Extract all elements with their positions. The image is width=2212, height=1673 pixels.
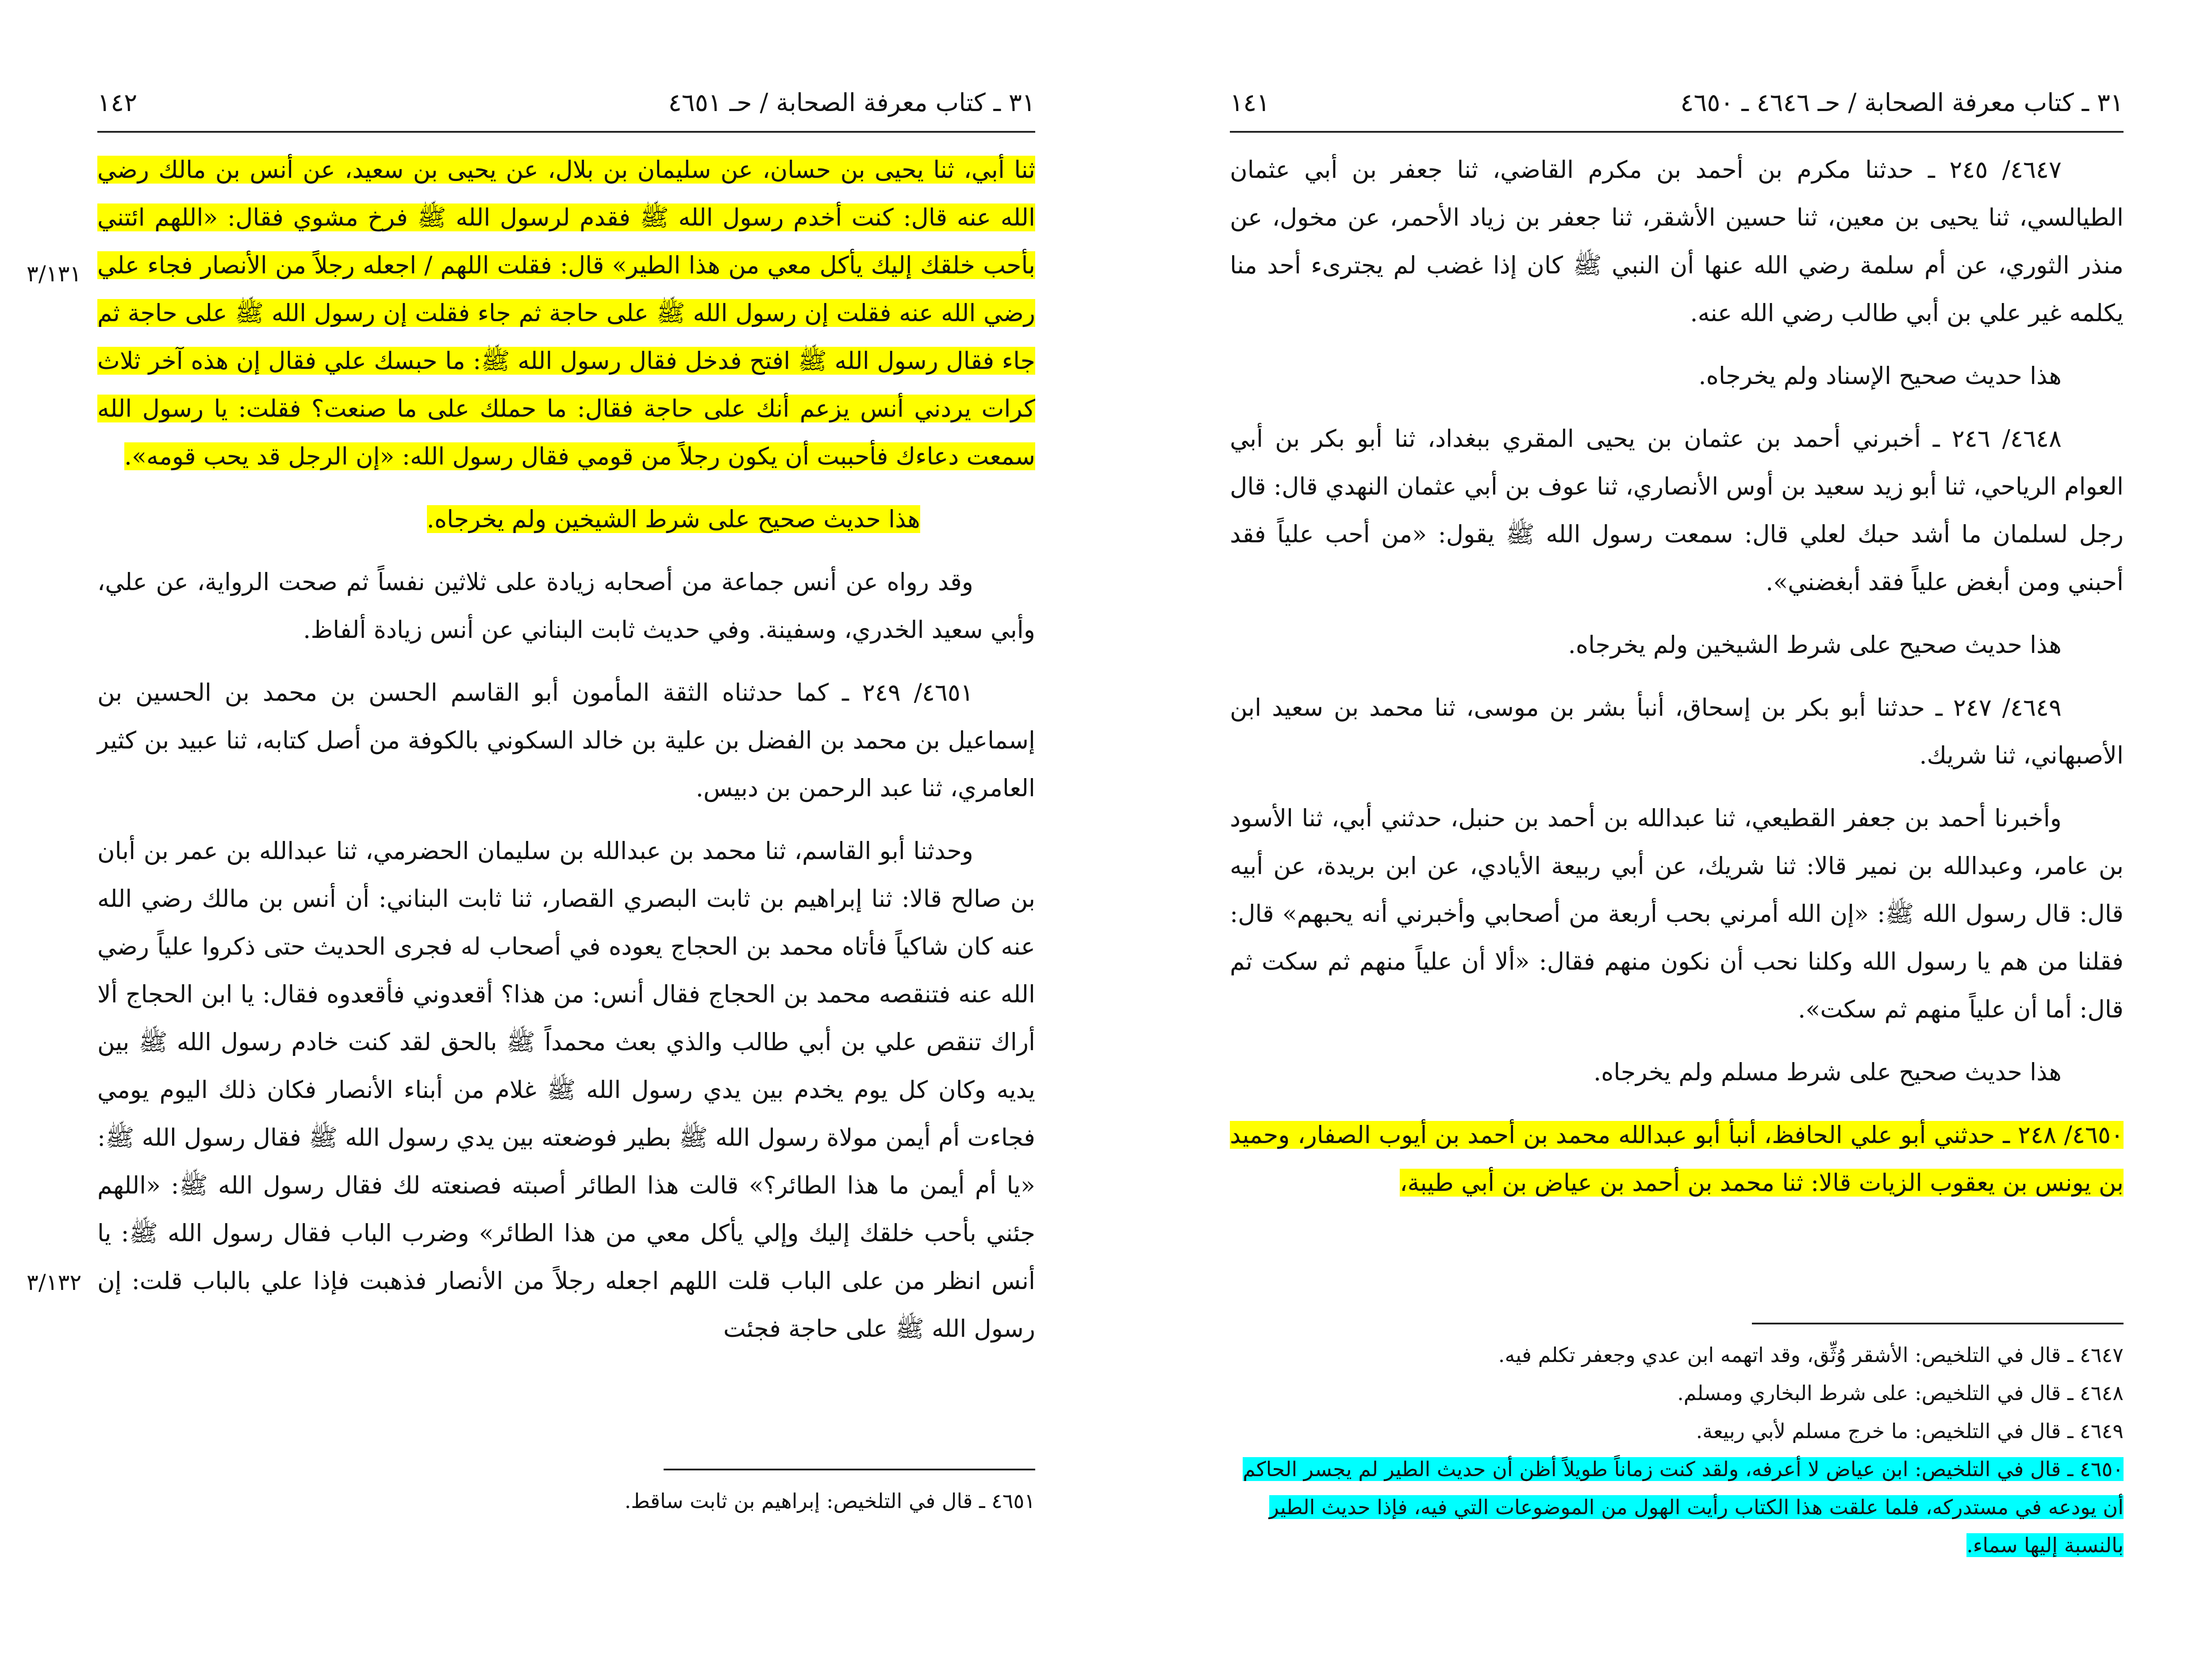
grading: هذا حديث صحيح على شرط مسلم ولم يخرجاه.	[1593, 1058, 2062, 1086]
footnote: ٤٦٥١ ـ قال في التلخيص: إبراهيم بن ثابت ساقط.	[624, 1489, 1035, 1513]
middle-page-body	[1230, 146, 2124, 1222]
grading-highlighted: هذا حديث صحيح على شرط الشيخين ولم يخرجاه.	[426, 505, 920, 533]
hadith-4647: ٤٦٤٧/ ٢٤٥ ـ حدثنا مكرم بن أحمد بن مكرم القاضي، ثنا جعفر بن أبي عثمان الطيالسي، ثنا يحيى بن معين، ثنا حسين الأشقر، ثنا جعفر بن زياد الأحمر، عن مخول، عن منذر الثوري، عن أم سلمة رضي الله عنها أن النبي ﷺ كان إذا غضب لم يجترىء أحد منا يكلمه غير علي بن أبي طالب رضي الله عنه.	[1230, 156, 2124, 327]
page-number: ١٤٢	[97, 88, 138, 117]
grading: هذا حديث صحيح على شرط الشيخين ولم يخرجاه.	[1568, 631, 2062, 659]
footnote: ٤٦٤٩ ـ قال في التلخيص: ما خرج مسلم لأبي ربيعة.	[1696, 1419, 2124, 1443]
hadith-4650-highlighted: ٤٦٥٠/ ٢٤٨ ـ حدثني أبو علي الحافظ، أنبأ أبو عبدالله محمد بن أحمد بن أيوب الصفار، وحميد بن يونس بن يعقوب الزيات قالا: ثنا محمد بن أحمد بن عياض بن أبي طيبة،	[1230, 1121, 2124, 1197]
header-rule	[1230, 131, 2124, 133]
footnote-highlighted: ٤٦٥٠ ـ قال في التلخيص: ابن عياض لا أعرفه، ولقد كنت زماناً طويلاً أظن أن حديث الطير لم يجسر الحاكم أن يودعه في مستدركه، فلما علقت هذا الكتاب رأيت الهول من الموضوعات التي فيه، فإذا حديث الطير بالنسبة إليها سماء.	[1243, 1457, 2124, 1557]
hadith-text-highlighted: ثنا أبي، ثنا يحيى بن حسان، عن سليمان بن بلال، عن يحيى بن سعيد، عن أنس بن مالك رضي الله عنه قال: كنت أخدم رسول الله ﷺ فقدم لرسول الله ﷺ فرخ مشوي فقال: «اللهم ائتني بأحب خلقك إليك يأكل معي من هذا الطير» قال: فقلت اللهم / اجعله رجلاً من الأنصار فجاء علي رضي الله عنه فقلت إن رسول الله ﷺ على حاجة ثم جاء فقلت إن رسول الله ﷺ على حاجة ثم جاء فقال رسول الله ﷺ افتح فدخل فقال رسول الله ﷺ: ما حبسك علي فقال إن هذه آخر ثلاث كرات يردني أنس يزعم أنك على حاجة فقال: ما حملك على ما صنعت؟ فقلت: يا رسول الله سمعت دعاءك فأحببت أن يكون رجلاً من قومي فقال رسول الله: «إن الرجل قد يحب قومه».	[97, 156, 1035, 470]
hadith-4648: ٤٦٤٨/ ٢٤٦ ـ أخبرني أحمد بن عثمان بن يحيى المقري ببغداد، ثنا أبو بكر بن أبي العوام الرياحي، ثنا أبو زيد سعيد بن أوس الأنصاري، ثنا عوف بن أبي عثمان النهدي قال: قال رجل لسلمان ما أشد حبك لعلي قال: سمعت رسول الله ﷺ يقول: «من أحب علياً فقد أحبني ومن أبغض علياً فقد أبغضني».	[1230, 425, 2124, 596]
footnote: ٤٦٤٨ ـ قال في التلخيص: على شرط البخاري ومسلم.	[1677, 1381, 2124, 1405]
running-head: ٣١ ـ كتاب معرفة الصحابة / حـ ٤٦٥١	[668, 88, 1035, 117]
hadith-4651: ٤٦٥١/ ٢٤٩ ـ كما حدثناه الثقة المأمون أبو القاسم الحسن بن محمد بن الحسين بن إسماعيل بن محمد بن الفضل بن علية بن خالد السكوني بالكوفة من أصل كتابه، ثنا عبيد بن كثير العامري، ثنا عبد الرحمن بن دبيس.	[97, 679, 1036, 802]
footnote: ٤٦٤٧ ـ قال في التلخيص: الأشقر وُثِّق، وقد اتهمه ابن عدي وجعفر تكلم فيه.	[1498, 1343, 2124, 1367]
footnote-rule	[1752, 1323, 2124, 1324]
margin-note: ٣/١٣١	[27, 261, 82, 287]
grading: هذا حديث صحيح الإسناد ولم يخرجاه.	[1698, 362, 2062, 390]
page-number: ١٤١	[1230, 88, 1270, 117]
hadith-4649: ٤٦٤٩/ ٢٤٧ ـ حدثنا أبو بكر بن إسحاق، أنبأ بشر بن موسى، ثنا محمد بن سعيد ابن الأصبهاني، ثنا شريك.	[1230, 694, 2124, 769]
paragraph: وقد رواه عن أنس جماعة من أصحابه زيادة على ثلاثين نفساً ثم صحت الرواية، عن علي، وأبي سعيد الخدري، وسفينة. وفي حديث ثابت البناني عن أنس زيادة ألفاظ.	[97, 568, 1035, 644]
footnotes	[97, 1482, 1035, 1520]
middle-page	[1097, 0, 2212, 1673]
left-page-body	[97, 146, 1035, 1368]
footnotes	[1230, 1336, 2124, 1564]
header-rule	[97, 131, 1035, 133]
margin-note: ٣/١٣٢	[27, 1270, 82, 1295]
paragraph: وحدثنا أبو القاسم، ثنا محمد بن عبدالله بن سليمان الحضرمي، ثنا عبدالله بن عمر بن أبان بن صالح قالا: ثنا إبراهيم بن ثابت البصري القصار، ثنا ثابت البناني: أن أنس بن مالك رضي الله عنه كان شاكياً فأتاه محمد بن الحجاج يعوده في أصحاب له فجرى الحديث حتى ذكروا علياً رضي الله عنه فتنقصه محمد بن الحجاج فقال أنس: من هذا؟ أقعدوني فأقعدوه فقال: يا ابن الحجاج ألا أراك تنقص علي بن أبي طالب والذي بعث محمداً ﷺ بالحق لقد كنت خادم رسول الله ﷺ بين يديه وكان كل يوم يخدم بين يدي رسول الله ﷺ غلام من أبناء الأنصار فكان ذلك اليوم يومي فجاءت أم أيمن مولاة رسول الله ﷺ بطير فوضعته بين يدي رسول الله ﷺ فقال رسول الله ﷺ: «يا أم أيمن ما هذا الطائر؟» قالت هذا الطائر أصبته فصنعته لك فقال رسول الله ﷺ: «اللهم جئني بأحب خلقك إليك وإلي يأكل معي من هذا الطائر» وضرب الباب فقال رسول الله ﷺ: يا أنس انظر من على الباب قلت اللهم اجعله رجلاً من الأنصار فذهبت فإذا علي بالباب قلت: إن رسول الله ﷺ على حاجة فجئت	[97, 837, 1036, 1343]
paragraph: وأخبرنا أحمد بن جعفر القطيعي، ثنا عبدالله بن أحمد بن حنبل، حدثني أبي، ثنا الأسود بن عامر، وعبدالله بن نمير قالا: ثنا شريك، عن أبي ربيعة الأيادي، عن ابن بريدة، عن أبيه قال: قال رسول الله ﷺ: «إن الله أمرني بحب أربعة من أصحابي وأخبرني أنه يحبهم» قال: فقلنا من هم يا رسول الله وكلنا نحب أن نكون منهم فقال: «ألا أن علياً منهم ثم سكت ثم قال: أما أن علياً منهم ثم سكت».	[1230, 804, 2124, 1023]
left-page	[0, 0, 1097, 1673]
running-head: ٣١ ـ كتاب معرفة الصحابة / حـ ٤٦٤٦ ـ ٤٦٥٠	[1680, 88, 2124, 117]
footnote-rule	[664, 1469, 1035, 1470]
